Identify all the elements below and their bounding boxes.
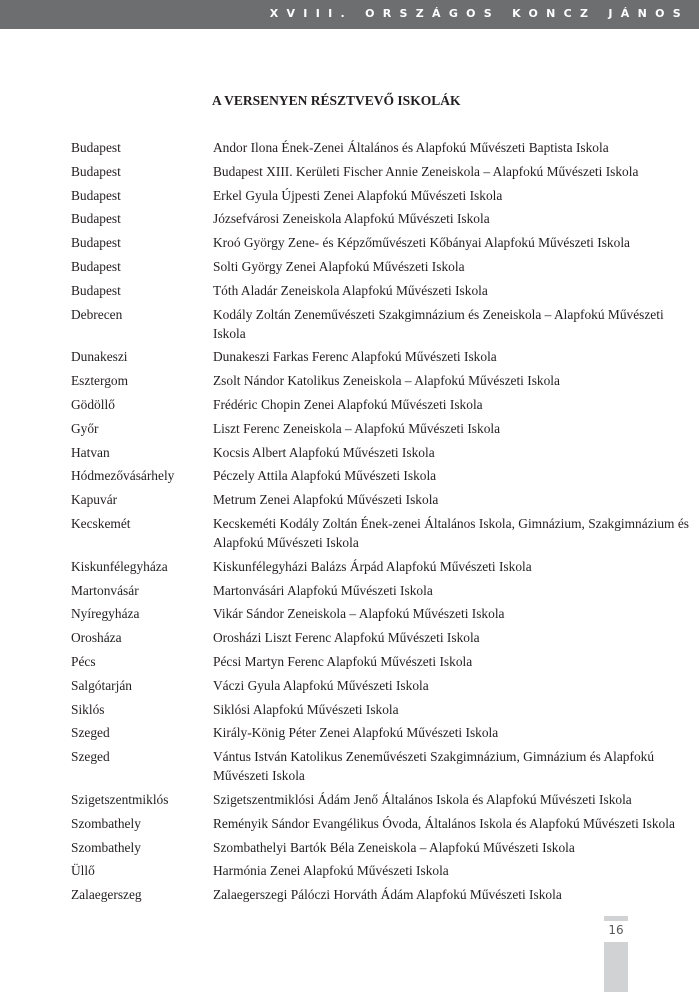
school-name: Reményik Sándor Evangélikus Óvoda, Általános Iskola és Alapfokú Művészeti Iskola [213,815,675,831]
school-city: Debrecen [71,306,123,322]
school-city: Budapest [71,282,121,298]
school-row [71,490,691,509]
school-city: Gödöllő [71,396,115,412]
school-city: Szombathely [71,815,141,831]
school-name: Frédéric Chopin Zenei Alapfokú Művészeti Iskola [213,396,483,412]
school-name: Vikár Sándor Zeneiskola – Alapfokú Művészeti Iskola [213,606,505,622]
section-title: A VERSENYEN RÉSZTVEVŐ ISKOLÁK [212,93,461,108]
school-name: Orosházi Liszt Ferenc Alapfokú Művészeti Iskola [213,630,480,646]
school-name: Kiskunfélegyházi Balázs Árpád Alapfokú Művészeti Iskola [213,558,532,574]
school-name: Erkel Gyula Újpesti Zenei Alapfokú Művészeti Iskola [213,187,503,203]
school-name: Szombathelyi Bartók Béla Zeneiskola – Alapfokú Művészeti Iskola [213,839,575,855]
school-city: Orosháza [71,630,122,646]
header-title: XVIII. ORSZÁGOS KONCZ JÁNOS [269,7,689,20]
school-city: Budapest [71,211,121,227]
school-name: Pécsi Martyn Ferenc Alapfokú Művészeti Iskola [213,653,473,669]
page-strip-top-band [604,916,628,921]
school-name: Zalaegerszegi Pálóczi Horváth Ádám Alapfokú Művészeti Iskola [213,887,562,903]
school-city: Hatvan [71,444,110,460]
school-city: Martonvásár [71,582,139,598]
page-strip-bottom-band [604,942,628,992]
school-name: Tóth Aladár Zeneiskola Alapfokú Művészeti Iskola [213,282,488,298]
school-city: Kapuvár [71,492,118,508]
school-name: Andor Ilona Ének-Zenei Általános és Alapfokú Művészeti Baptista Iskola [213,140,609,155]
school-row [71,514,691,552]
school-city: Nyíregyháza [71,606,140,622]
school-name: Metrum Zenei Alapfokú Művészeti Iskola [213,492,439,508]
school-row [71,885,691,904]
school-city: Kiskunfélegyháza [71,558,168,574]
school-row [71,371,691,390]
school-name: Kecskeméti Kodály Zoltán Ének-zenei Általános Iskola, Gimnázium, Szakgimnázium és Alapfokú Művészeti Iskola [213,515,689,550]
school-row [71,233,691,252]
school-row [71,209,691,228]
page-number: 16 [608,923,624,937]
school-row [71,747,691,785]
school-city: Esztergom [71,373,129,389]
school-city: Budapest [71,140,121,155]
school-city: Siklós [71,701,105,717]
school-name: Kocsis Albert Alapfokú Művészeti Iskola [213,444,435,460]
school-row [71,581,691,600]
school-city: Budapest [71,258,121,274]
school-row [71,790,691,809]
school-row [71,628,691,647]
school-city: Szombathely [71,839,141,855]
school-row [71,814,691,833]
school-city: Budapest [71,163,121,179]
school-row [71,281,691,300]
school-row [71,186,691,205]
school-city: Szeged [71,725,110,741]
school-name: Kroó György Zene- és Képzőművészeti Kőbányai Alapfokú Művészeti Iskola [213,235,630,251]
school-city: Szigetszentmiklós [71,791,169,807]
school-row [71,652,691,671]
school-row [71,466,691,485]
school-row [71,419,691,438]
school-name: Király-König Péter Zenei Alapfokú Művészeti Iskola [213,725,499,741]
school-row [71,723,691,742]
school-list [71,138,691,909]
school-name: Szigetszentmiklósi Ádám Jenő Általános Iskola és Alapfokú Művészeti Iskola [213,791,632,807]
school-city: Dunakeszi [71,349,128,365]
school-row [71,347,691,366]
school-row [71,257,691,276]
school-row [71,838,691,857]
school-city: Zalaegerszeg [71,887,142,903]
school-city: Budapest [71,235,121,251]
school-name: Dunakeszi Farkas Ferenc Alapfokú Művészeti Iskola [213,349,497,365]
school-city: Győr [71,420,99,436]
school-city: Pécs [71,653,96,669]
school-name: Liszt Ferenc Zeneiskola – Alapfokú Művészeti Iskola [213,420,501,436]
school-city: Szeged [71,749,110,765]
school-name: Martonvásári Alapfokú Művészeti Iskola [213,582,433,598]
school-row [71,700,691,719]
school-row [71,604,691,623]
school-row [71,676,691,695]
school-name: Siklósi Alapfokú Művészeti Iskola [213,701,399,717]
school-row [71,861,691,880]
school-row [71,305,691,343]
page-number-strip [604,916,628,992]
school-row [71,557,691,576]
school-name: Vántus István Katolikus Zeneművészeti Szakgimnázium, Gimnázium és Alapfokú Művészeti Iskola [213,749,655,784]
school-name: Budapest XIII. Kerületi Fischer Annie Zeneiskola – Alapfokú Művészeti Iskola [213,163,639,179]
school-name: Váczi Gyula Alapfokú Művészeti Iskola [213,677,429,693]
school-city: Hódmezővásárhely [71,468,175,484]
school-city: Salgótarján [71,677,132,693]
school-row [71,138,691,157]
school-city: Üllő [71,863,95,879]
school-row [71,162,691,181]
school-row [71,395,691,414]
header-bar [0,0,699,29]
school-row [71,443,691,462]
school-name: Kodály Zoltán Zeneművészeti Szakgimnázium és Zeneiskola – Alapfokú Művészeti Iskola [213,306,664,341]
school-city: Kecskemét [71,515,131,531]
school-city: Budapest [71,187,121,203]
school-name: Józsefvárosi Zeneiskola Alapfokú Művészeti Iskola [213,211,490,227]
school-name: Harmónia Zenei Alapfokú Művészeti Iskola [213,863,449,879]
school-name: Solti György Zenei Alapfokú Művészeti Iskola [213,258,465,274]
school-name: Péczely Attila Alapfokú Művészeti Iskola [213,468,437,484]
school-name: Zsolt Nándor Katolikus Zeneiskola – Alapfokú Művészeti Iskola [213,373,560,389]
